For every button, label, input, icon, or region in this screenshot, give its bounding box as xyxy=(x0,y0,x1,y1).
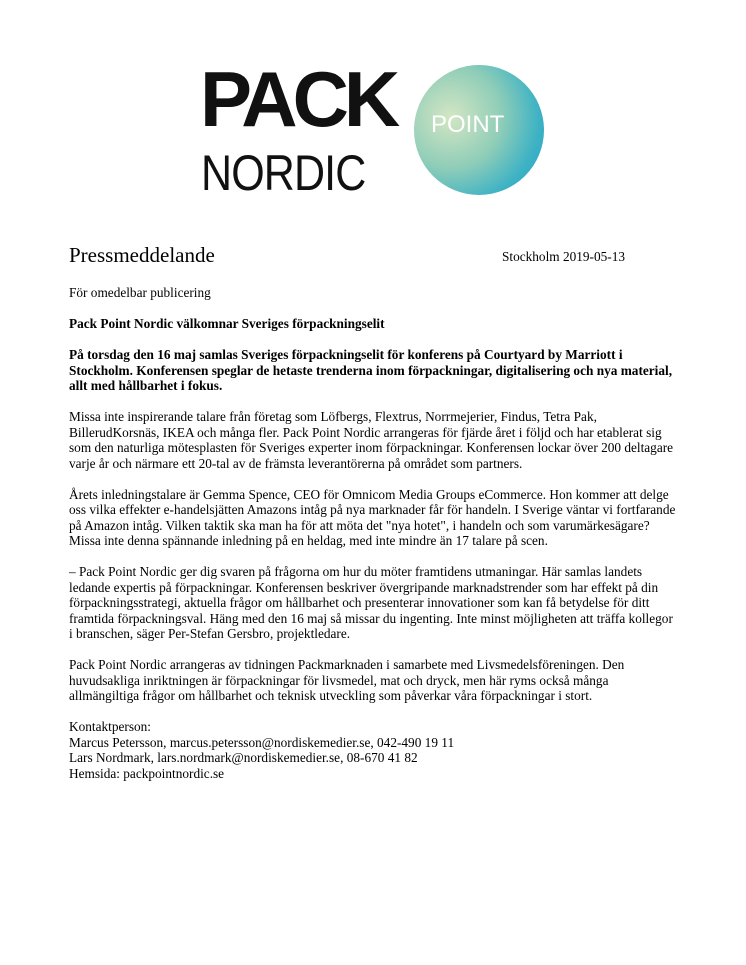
contact-line: Marcus Petersson, marcus.petersson@nordiskemedier.se, 042-490 19 11 xyxy=(69,734,455,750)
logo-nordic-text: NORDIC xyxy=(201,145,366,201)
release-title: Pack Point Nordic välkomnar Sveriges förpackningselit xyxy=(69,316,385,331)
release-note: För omedelbar publicering xyxy=(69,285,211,300)
pack-point-nordic-logo xyxy=(200,55,550,201)
dateline: Stockholm 2019-05-13 xyxy=(502,249,625,264)
body-paragraph: – Pack Point Nordic ger dig svaren på frågorna om hur du möter framtidens utmaningar. Här samlas landets ledande expertis på förpackningar. Konferensen beskriver övergripande marknadstrender som har effekt på din förpackningsstrategi, aktuella frågor om hållbarhet och presenterar innovationer som kan få betydelse för ditt framtida förpackningsval. Häng med den 16 maj så missar du ingenting. Inte minst möjligheten att träffa kollegor i branschen, säger Per-Stefan Gersbro, projektledare. xyxy=(69,564,673,641)
logo-point-text: POINT xyxy=(431,111,505,138)
release-lead: På torsdag den 16 maj samlas Sveriges förpackningselit för konferens på Courtyard by Marriott i Stockholm. Konferensen speglar de hetaste trenderna inom förpackningar, digitalisering och nya material, allt med hållbarhet i fokus. xyxy=(69,347,673,393)
body-paragraph: Missa inte inspirerande talare från företag som Löfbergs, Flextrus, Norrmejerier, Findus, Tetra Pak, BillerudKorsnäs, IKEA och många fler. Pack Point Nordic arrangeras för fjärde året i följd och har etablerat sig som den naturliga mötesplasten för Sveriges experter inom förpackningar. Konferensen lockar över 200 deltagare varje år och närmare ett 20-tal av de främsta leverantörerna på området som partners. xyxy=(69,409,674,471)
logo-pack-text: PACK xyxy=(200,55,396,143)
body-paragraph: Årets inledningstalare är Gemma Spence, CEO för Omnicom Media Groups eCommerce. Hon kommer att delge oss vilka effekter e-handelsjätten Amazons intåg på nya marknader får för handeln. I Sverige väntar vi fortfarande på Amazon intåg. Vilken taktik ska man ha för att möta det "nya hotet", i handeln och som varumärkesägare? Missa inte denna spännande inledning på en heldag, med inte mindre än 17 talare på scen. xyxy=(69,486,676,548)
contact-label: Kontaktperson: xyxy=(69,719,151,734)
document-heading: Pressmeddelande xyxy=(69,243,215,267)
contact-line: Lars Nordmark, lars.nordmark@nordiskemedier.se, 08-670 41 82 xyxy=(69,750,418,765)
contact-block xyxy=(69,719,679,781)
body-paragraph: Pack Point Nordic arrangeras av tidningen Packmarknaden i samarbete med Livsmedelsföreningen. Den huvudsakliga inriktningen är förpackningar för livsmedel, mat och dryck, men här ryms också många allmängiltiga frågor om hållbarhet och teknisk utveckling som påverkar våra förpackningar i stort. xyxy=(69,657,625,703)
website-line: Hemsida: packpointnordic.se xyxy=(69,765,225,781)
press-release-body xyxy=(69,285,679,781)
